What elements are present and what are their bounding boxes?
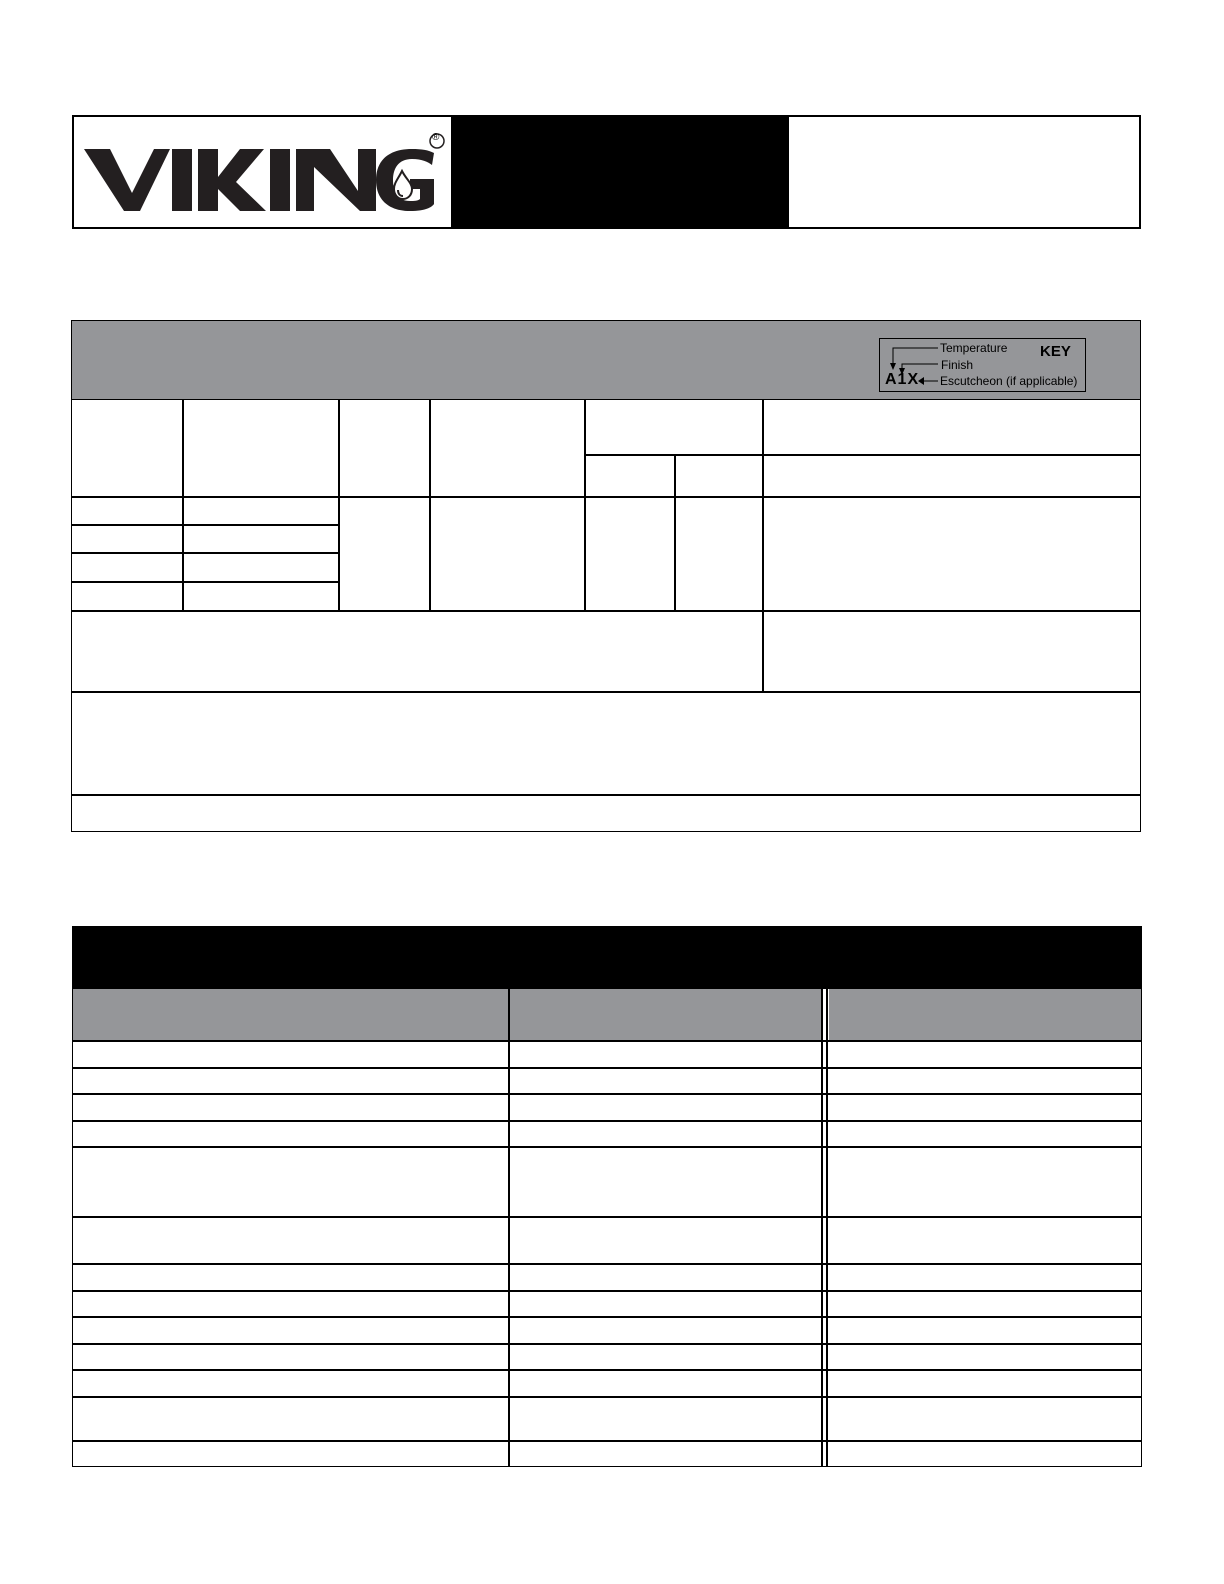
table-rule — [73, 1216, 1141, 1218]
table-rule — [73, 1290, 1141, 1292]
specification-table-header — [72, 321, 1140, 400]
table-rule — [72, 524, 339, 526]
table-rule — [72, 610, 1140, 612]
key-title: KEY — [1040, 343, 1071, 360]
table-rule — [72, 552, 339, 554]
header-black-panel — [451, 117, 789, 227]
key-temperature-label: Temperature — [940, 341, 1008, 355]
registered-mark: ® — [432, 132, 440, 143]
table-rule — [73, 1040, 1141, 1042]
table-rule — [508, 989, 510, 1467]
table-rule — [73, 1120, 1141, 1122]
table-rule — [73, 1440, 1141, 1442]
table-rule — [73, 1093, 1141, 1095]
table-rule — [826, 989, 828, 1467]
listings-column-header — [510, 989, 821, 1041]
table-rule — [72, 496, 1140, 498]
table-rule — [585, 454, 1140, 456]
table-rule — [584, 400, 586, 611]
key-example-code: A1X — [885, 371, 920, 388]
logo-cell — [74, 117, 451, 227]
listings-table-title-bar — [73, 927, 1141, 989]
document-header — [72, 115, 1141, 229]
specification-table — [71, 320, 1141, 832]
table-rule — [821, 989, 823, 1467]
table-rule — [73, 1067, 1141, 1069]
table-rule — [73, 1146, 1141, 1148]
table-rule — [73, 1396, 1141, 1398]
table-rule — [762, 400, 764, 692]
table-rule — [73, 1316, 1141, 1318]
table-rule — [338, 400, 340, 611]
table-rule — [182, 400, 184, 611]
viking-logo — [80, 127, 446, 221]
table-rule — [72, 581, 339, 583]
listings-table — [72, 926, 1142, 1467]
key-escutcheon-label: Escutcheon (if applicable) — [940, 374, 1078, 388]
table-rule — [72, 691, 1140, 693]
key-finish-label: Finish — [941, 358, 974, 372]
listings-column-header — [73, 989, 508, 1041]
droplet-icon — [394, 171, 412, 199]
table-rule — [73, 1343, 1141, 1345]
listings-column-header — [829, 989, 1141, 1041]
table-rule — [73, 1263, 1141, 1265]
key-legend — [879, 338, 1086, 392]
header-right-panel — [789, 117, 1139, 227]
table-rule — [429, 400, 431, 611]
table-rule — [73, 1369, 1141, 1371]
table-rule — [72, 794, 1140, 796]
table-rule — [674, 455, 676, 611]
